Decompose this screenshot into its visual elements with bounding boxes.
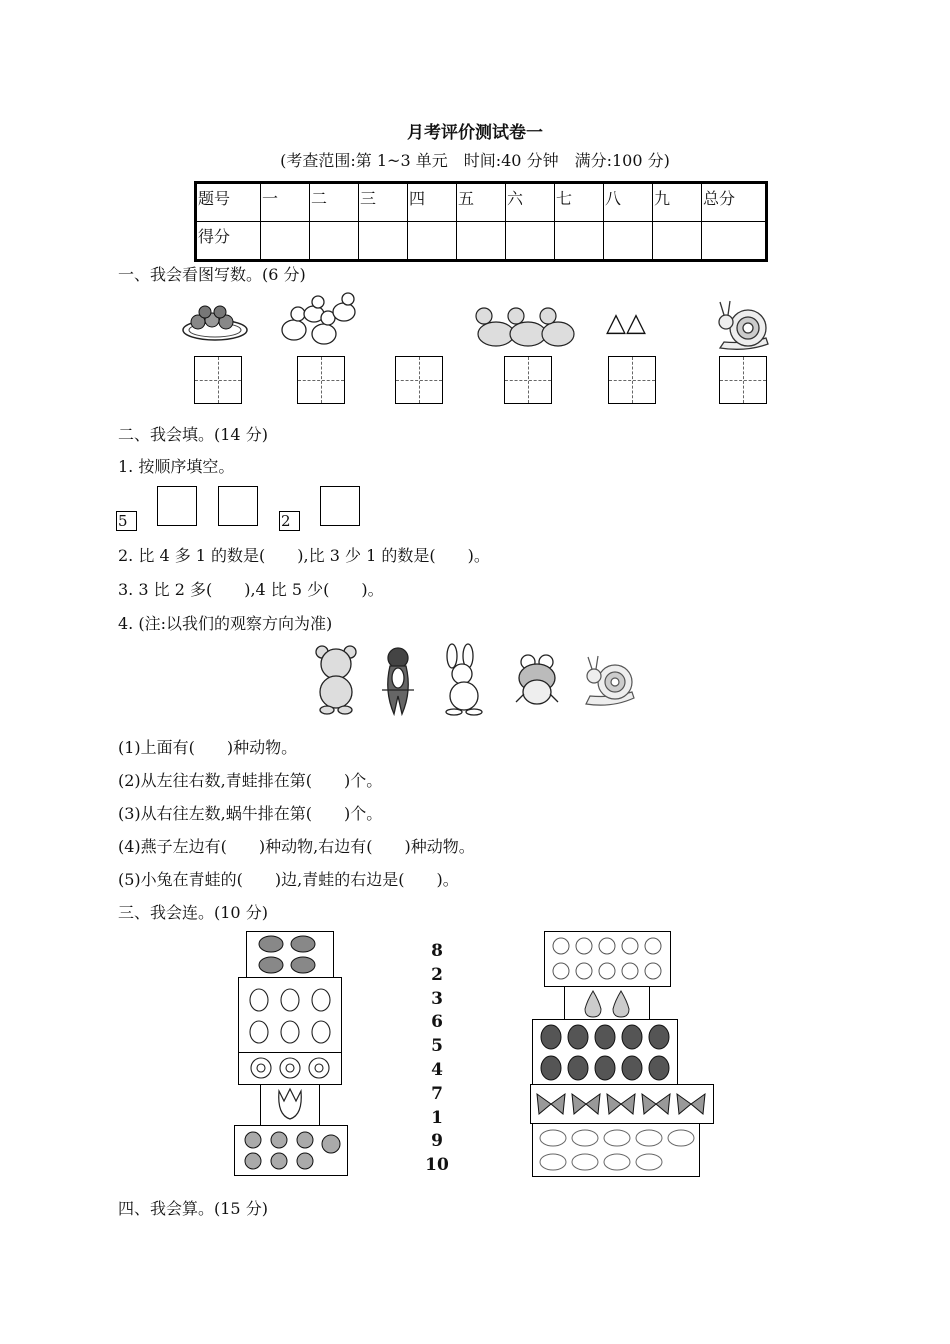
score-table (194, 181, 768, 262)
number-option[interactable]: 3 (431, 988, 443, 1009)
vegetable-icons (533, 1020, 677, 1085)
score-input-cell[interactable] (604, 222, 653, 261)
apple-icons (235, 1126, 347, 1175)
flower-icons (239, 1053, 341, 1084)
question-4: 4. (注:以我们的观察方向为准) (118, 614, 333, 633)
elephant-icons (533, 1124, 699, 1176)
butterfly-icons (531, 1085, 713, 1123)
section4-heading: 四、我会算。(15 分) (118, 1199, 268, 1218)
score-table-header-row (196, 183, 767, 222)
number-column (420, 940, 454, 1178)
page-title: 月考评价测试卷一 (407, 123, 543, 143)
watermelon-group[interactable] (246, 931, 334, 978)
answer-grid-box[interactable] (297, 356, 345, 404)
score-input-cell[interactable] (310, 222, 359, 261)
number-option[interactable]: 4 (431, 1059, 443, 1080)
sequence-box-given: 2 (279, 511, 300, 531)
table-cell: 五 (457, 183, 506, 222)
sub-question-1: (1)上面有( )种动物。 (118, 738, 298, 757)
sub-question-5: (5)小兔在青蛙的( )边,青蛙的右边是( )。 (118, 870, 459, 889)
answer-grid-box[interactable] (719, 356, 767, 404)
number-option[interactable]: 6 (431, 1012, 443, 1033)
bear-image (313, 644, 359, 714)
score-input-cell[interactable] (359, 222, 408, 261)
table-cell: 总分 (702, 183, 767, 222)
flower-pattern-group[interactable] (544, 931, 671, 987)
table-cell: 八 (604, 183, 653, 222)
swallow-image (380, 646, 416, 716)
score-input-cell[interactable] (702, 222, 767, 261)
table-cell: 二 (310, 183, 359, 222)
apple-group[interactable] (234, 1125, 348, 1176)
answer-grid-box[interactable] (504, 356, 552, 404)
number-option[interactable]: 10 (425, 1155, 449, 1176)
score-input-cell[interactable] (555, 222, 604, 261)
score-input-cell[interactable] (261, 222, 310, 261)
number-option[interactable]: 9 (431, 1131, 443, 1152)
table-cell: 六 (506, 183, 555, 222)
snail-image (716, 298, 770, 354)
tulip-icon (261, 1085, 319, 1125)
question-2: 2. 比 4 多 1 的数是( ),比 3 少 1 的数是( )。 (118, 546, 490, 565)
number-option[interactable]: 8 (431, 941, 443, 961)
watermelon-icons (247, 932, 333, 977)
butterfly-group[interactable] (530, 1084, 714, 1124)
vegetable-group[interactable] (532, 1019, 678, 1086)
section3-heading: 三、我会连。(10 分) (118, 903, 268, 922)
exam-info: (考查范围:第 1~3 单元 时间:40 分钟 满分:100 分) (280, 151, 670, 170)
score-input-cell[interactable] (506, 222, 555, 261)
elephant-group[interactable] (532, 1123, 700, 1177)
chick-group[interactable] (238, 977, 342, 1053)
pear-icons (565, 987, 649, 1019)
chicks-image (280, 292, 360, 348)
snail-image (584, 654, 636, 708)
number-option[interactable]: 5 (431, 1036, 443, 1057)
answer-grid-box[interactable] (194, 356, 242, 404)
section2-heading: 二、我会填。(14 分) (118, 425, 268, 444)
question-1: 1. 按顺序填空。 (118, 457, 235, 476)
table-cell: 七 (555, 183, 604, 222)
sequence-answer-box[interactable] (320, 486, 360, 526)
number-option[interactable]: 7 (431, 1083, 443, 1104)
tulip-group[interactable] (260, 1084, 320, 1126)
answer-grid-box[interactable] (395, 356, 443, 404)
number-option[interactable]: 2 (431, 964, 443, 985)
score-input-cell[interactable] (408, 222, 457, 261)
apple-plate-image (182, 300, 252, 342)
flower-group[interactable] (238, 1052, 342, 1085)
sub-question-3: (3)从右往左数,蜗牛排在第( )个。 (118, 804, 383, 823)
number-option[interactable]: 1 (431, 1107, 443, 1128)
table-cell: 三 (359, 183, 408, 222)
section1-heading: 一、我会看图写数。(6 分) (118, 265, 306, 284)
sequence-answer-box[interactable] (157, 486, 197, 526)
triangles-image: △△ (606, 308, 646, 338)
sequence-box-given: 5 (116, 511, 137, 531)
table-cell: 得分 (196, 222, 261, 261)
table-cell: 一 (261, 183, 310, 222)
score-input-cell[interactable] (653, 222, 702, 261)
table-cell: 题号 (196, 183, 261, 222)
sub-question-2: (2)从左往右数,青蛙排在第( )个。 (118, 771, 383, 790)
ducks-image (472, 300, 576, 354)
rabbit-image (438, 644, 490, 716)
flower-pattern-icons (545, 932, 670, 986)
frog-image (512, 652, 562, 708)
pear-group[interactable] (564, 986, 650, 1020)
answer-grid-box[interactable] (608, 356, 656, 404)
sub-question-4: (4)燕子左边有( )种动物,右边有( )种动物。 (118, 837, 475, 856)
sequence-answer-box[interactable] (218, 486, 258, 526)
score-table-score-row (196, 222, 767, 261)
table-cell: 四 (408, 183, 457, 222)
table-cell: 九 (653, 183, 702, 222)
question-3: 3. 3 比 2 多( ),4 比 5 少( )。 (118, 580, 384, 599)
chick-icons (239, 978, 341, 1052)
score-input-cell[interactable] (457, 222, 506, 261)
